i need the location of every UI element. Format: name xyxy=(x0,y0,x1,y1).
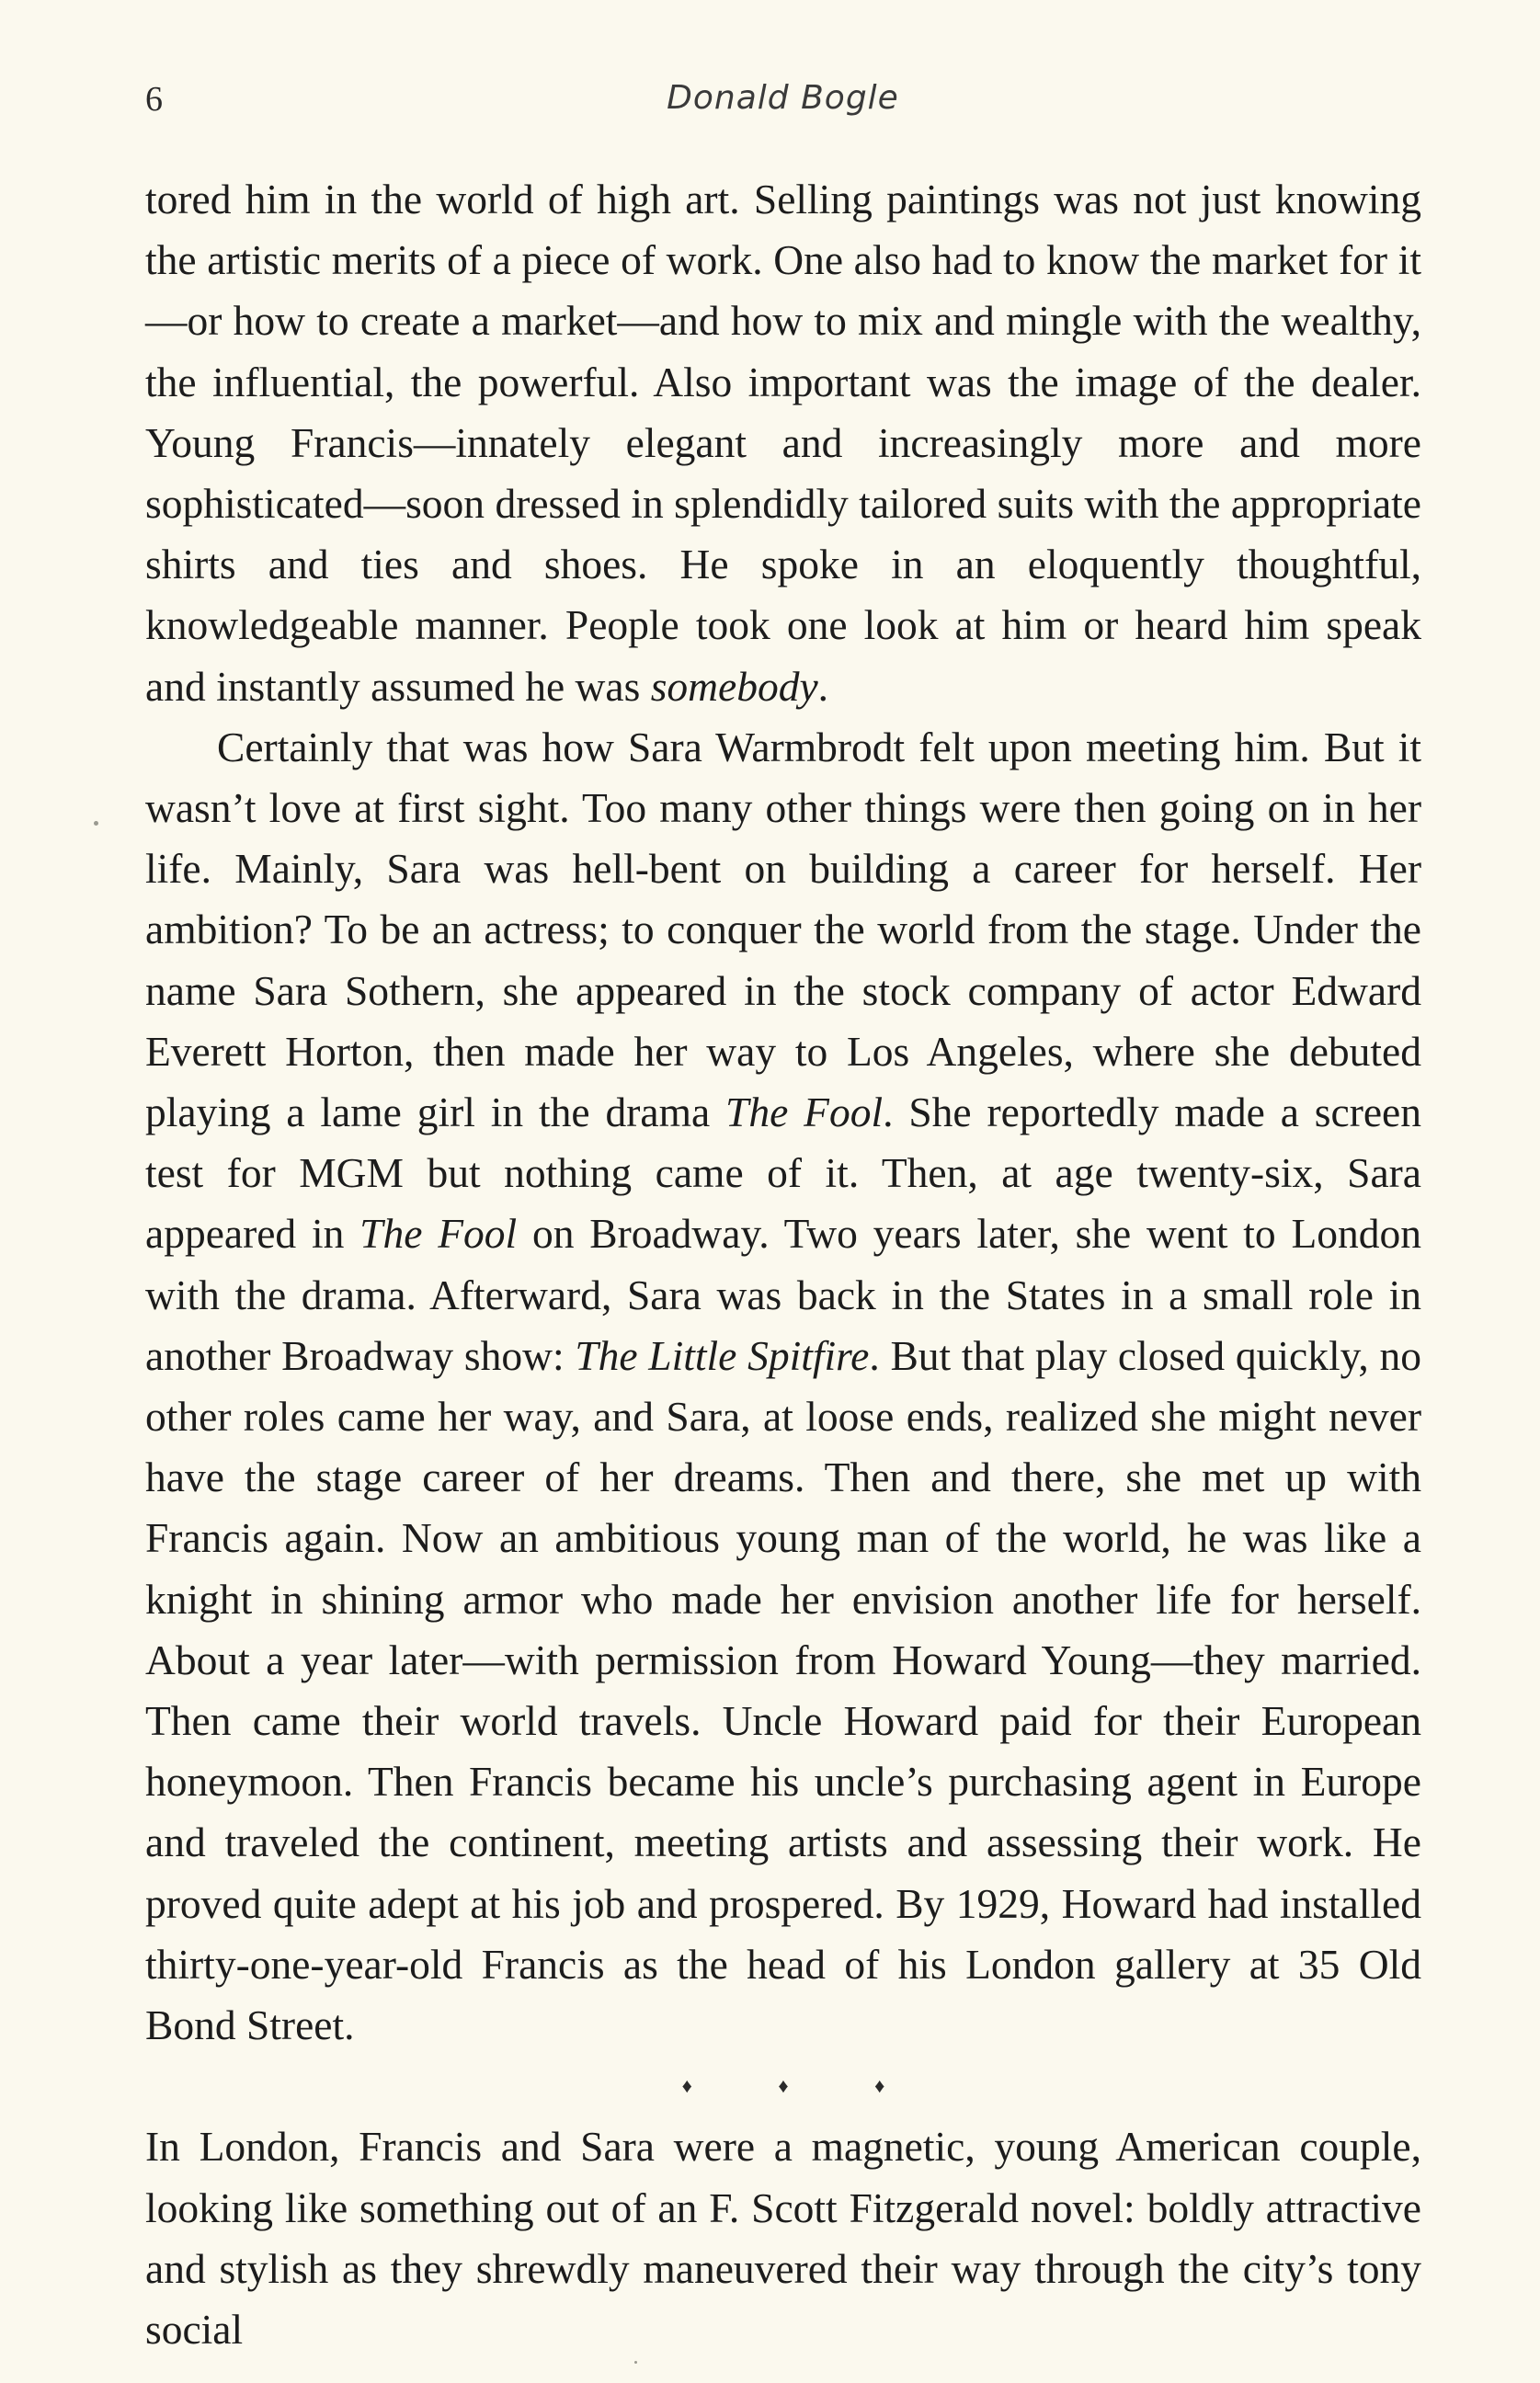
paragraph-london xyxy=(145,2116,1421,2360)
paragraph-text: . xyxy=(817,662,829,710)
paper-speck xyxy=(634,2361,637,2364)
play-title: The Fool xyxy=(359,1210,518,1258)
paragraph-text: In London, Francis and Sara were a magnetic, young American couple, looking like something out of an F. Scott Fitzgerald novel: boldly attractive and stylish as they shrewdly maneuvered their way through the city’s tony social xyxy=(145,2123,1421,2353)
play-title: The Little Spitfire xyxy=(575,1331,870,1379)
running-title: Donald Bogle xyxy=(667,79,899,117)
paragraph-text: Certainly that was how Sara Warmbrodt felt upon meeting him. But it wasn’t love at first sight. Too many other things were then going on in her life. Mainly, Sara was hell-bent on building a career for herself. Her ambition? To be an actress; to conquer the world from the stage. Under the name Sara Sothern, she appeared in the stock company of actor Edward Everett Horton, then made her way to Los Angeles, where she debuted playing a lame girl in the drama xyxy=(145,723,1421,1136)
running-head xyxy=(145,79,1420,134)
paragraph-continuation xyxy=(145,169,1421,717)
paragraph-text: tored him in the world of high art. Selling paintings was not just knowing the artistic merits of a piece of work. One also had to know the market for it—or how to create a market—and how to mix and mingle with the wealthy, the influential, the powerful. Also important was the image of the dealer. Young Francis—innately elegant and increasingly more and more sophisticated—soon dressed in splendidly tailored suits with the appropriate shirts and ties and shoes. He spoke in an eloquently thoughtful, knowledgeable manner. People took one look at him or heard him speak and instantly assumed he was xyxy=(145,176,1421,710)
play-title: The Fool xyxy=(725,1089,884,1136)
paragraph-text: . She reportedly made a screen test for MGM but nothing came of it. Then, at age twenty-six, Sara appeared in xyxy=(145,1089,1421,1258)
emphasized-word: somebody xyxy=(650,662,818,710)
section-break: ♦ ♦ ♦ xyxy=(681,2074,926,2098)
page-number: 6 xyxy=(145,80,163,119)
paragraph-text: . But that play closed quickly, no other roles came her way, and Sara, at loose ends, realized she might never have the stage career of her dreams. Then and there, she met up with Francis again. Now an ambitious young man of the world, he was like a knight in shining armor who made her envision another life for herself. About a year later—with permission from Howard Young—they married. Then came their world travels. Uncle Howard paid for their European honeymoon. Then Francis became his uncle’s purchasing agent in Europe and traveled the continent, meeting artists and assessing their work. He proved quite adept at his job and prospered. By 1929, Howard had installed thirty-one-year-old Francis as the head of his London gallery at 35 Old Bond Street. xyxy=(145,1331,1421,2049)
paragraph-text: on Broadway. Two years later, she went to London with the drama. Afterward, Sara was back in the States in a small role in another Broadway show: xyxy=(145,1210,1422,1379)
paper-speck xyxy=(94,821,98,826)
body-text xyxy=(145,169,1421,2360)
paragraph-sara xyxy=(145,717,1421,2056)
